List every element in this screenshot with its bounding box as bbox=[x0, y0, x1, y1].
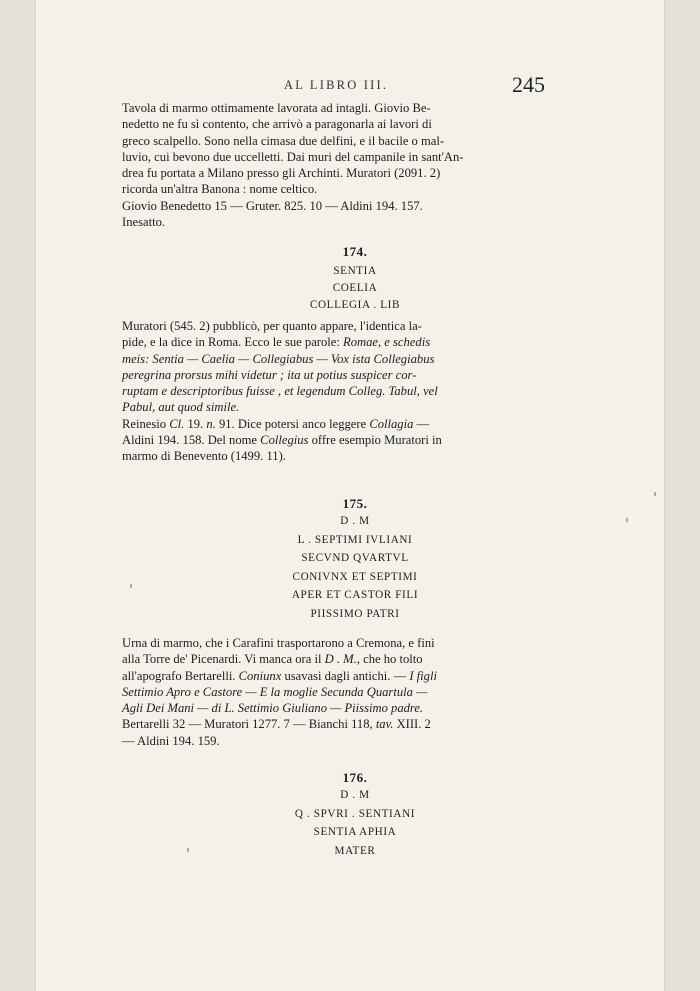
entry-number: 175. bbox=[342, 496, 368, 511]
text-line: marmo di Benevento (1499. 11). bbox=[122, 449, 286, 464]
entry-175-commentary bbox=[122, 635, 588, 749]
inscription-line: COELIA bbox=[332, 282, 378, 294]
inscription-line: CONIVNX ET SEPTIMI bbox=[292, 570, 418, 583]
paper-speck bbox=[130, 584, 132, 588]
inscription-line: SENTIA bbox=[333, 265, 377, 277]
text-line: Urna di marmo, che i Carafini trasportarono a Cremona, e finì bbox=[122, 636, 435, 650]
inscription-line: D . M bbox=[340, 789, 370, 801]
text-line: Tavola di marmo ottimamente lavorata ad intagli. Giovio Be- bbox=[122, 101, 431, 115]
inscription-line: L . SEPTIMI IVLIANI bbox=[297, 533, 413, 546]
paper-speck bbox=[626, 518, 628, 522]
text-line: Bertarelli 32 — Muratori 1277. 7 — Bianchi 118, tav. XIII. 2 bbox=[122, 717, 431, 732]
text-line: Inesatto. bbox=[122, 215, 166, 230]
text-line: Pabul, aut quod simile. bbox=[122, 400, 240, 415]
inscription-line: MATER bbox=[334, 844, 376, 857]
text-line: pide, e la dice in Roma. Ecco le sue parole: Romae, e schedis bbox=[122, 335, 431, 350]
inscription-line: Q . SPVRI . SENTIANI bbox=[294, 807, 416, 820]
inscription-line: SECVND QVARTVL bbox=[301, 552, 409, 564]
text-line: Settimio Apro e Castore — E la moglie Secunda Quartula — bbox=[122, 684, 428, 699]
text-line: ruptam e descriptoribus fuisse , et legendum Colleg. Tabul, vel bbox=[122, 384, 438, 399]
text-line: all'apografo Bertarelli. Coniunx usavasi dagli antichi. — I figli bbox=[122, 668, 437, 683]
text-line: — Aldini 194. 159. bbox=[122, 733, 220, 748]
inscription-line: SENTIA APHIA bbox=[313, 826, 397, 838]
entry-number: 174. bbox=[342, 244, 368, 259]
text-line: alla Torre de' Picenardi. Vi manca ora il D . M., che ho tolto bbox=[122, 652, 423, 667]
text-line: Agli Dei Mani — di L. Settimio Giuliano — Piissimo padre. bbox=[122, 701, 424, 716]
text-line: greco scalpello. Sono nella cimasa due delfini, e il bacile o mal- bbox=[122, 133, 445, 148]
text-line: meis: Sentia — Caelia — Collegiabus — Vox ista Collegiabus bbox=[122, 351, 435, 366]
entry-174-commentary bbox=[122, 318, 588, 465]
text-line: ricorda un'altra Banona : nome celtico. bbox=[122, 182, 318, 197]
running-title: AL LIBRO III. bbox=[284, 78, 389, 92]
entry-number: 176. bbox=[342, 770, 368, 785]
inscription-line: APER ET CASTOR FILI bbox=[291, 589, 419, 601]
text-line: drea fu portata a Milano presso gli Archinti. Muratori (2091. 2) bbox=[122, 166, 441, 181]
page-number: 245 bbox=[512, 72, 545, 97]
text-line: Giovio Benedetto 15 — Gruter. 825. 10 — Aldini 194. 157. bbox=[122, 198, 423, 213]
entry-174-heading bbox=[122, 244, 588, 314]
text-line: luvio, cui bevono due uccelletti. Dai muri del campanile in sant'An- bbox=[122, 149, 464, 164]
inscription-line: D . M bbox=[340, 515, 370, 527]
text-line: Muratori (545. 2) pubblicò, per quanto appare, l'identica la- bbox=[122, 319, 422, 333]
text-line: Aldini 194. 158. Del nome Collegius offre esempio Muratori in bbox=[122, 433, 442, 448]
previous-entry-text bbox=[122, 100, 588, 230]
paper-speck bbox=[187, 848, 189, 852]
inscription-line: COLLEGIA . LIB bbox=[309, 299, 401, 311]
text-line: peregrina prorsus mihi videtur ; ita ut potius suspicer cor- bbox=[122, 367, 417, 382]
text-line: nedetto ne fu sì contento, che arrivò a paragonarla ai lavori di bbox=[122, 117, 432, 132]
entry-175-heading bbox=[122, 496, 588, 623]
book-page bbox=[36, 0, 664, 991]
inscription-line: PIISSIMO PATRI bbox=[310, 607, 400, 620]
entry-176-heading bbox=[122, 770, 588, 860]
paper-speck bbox=[654, 492, 656, 496]
text-line: Reinesio Cl. 19. n. 91. Dice potersi anco leggere Collagia — bbox=[122, 416, 430, 431]
